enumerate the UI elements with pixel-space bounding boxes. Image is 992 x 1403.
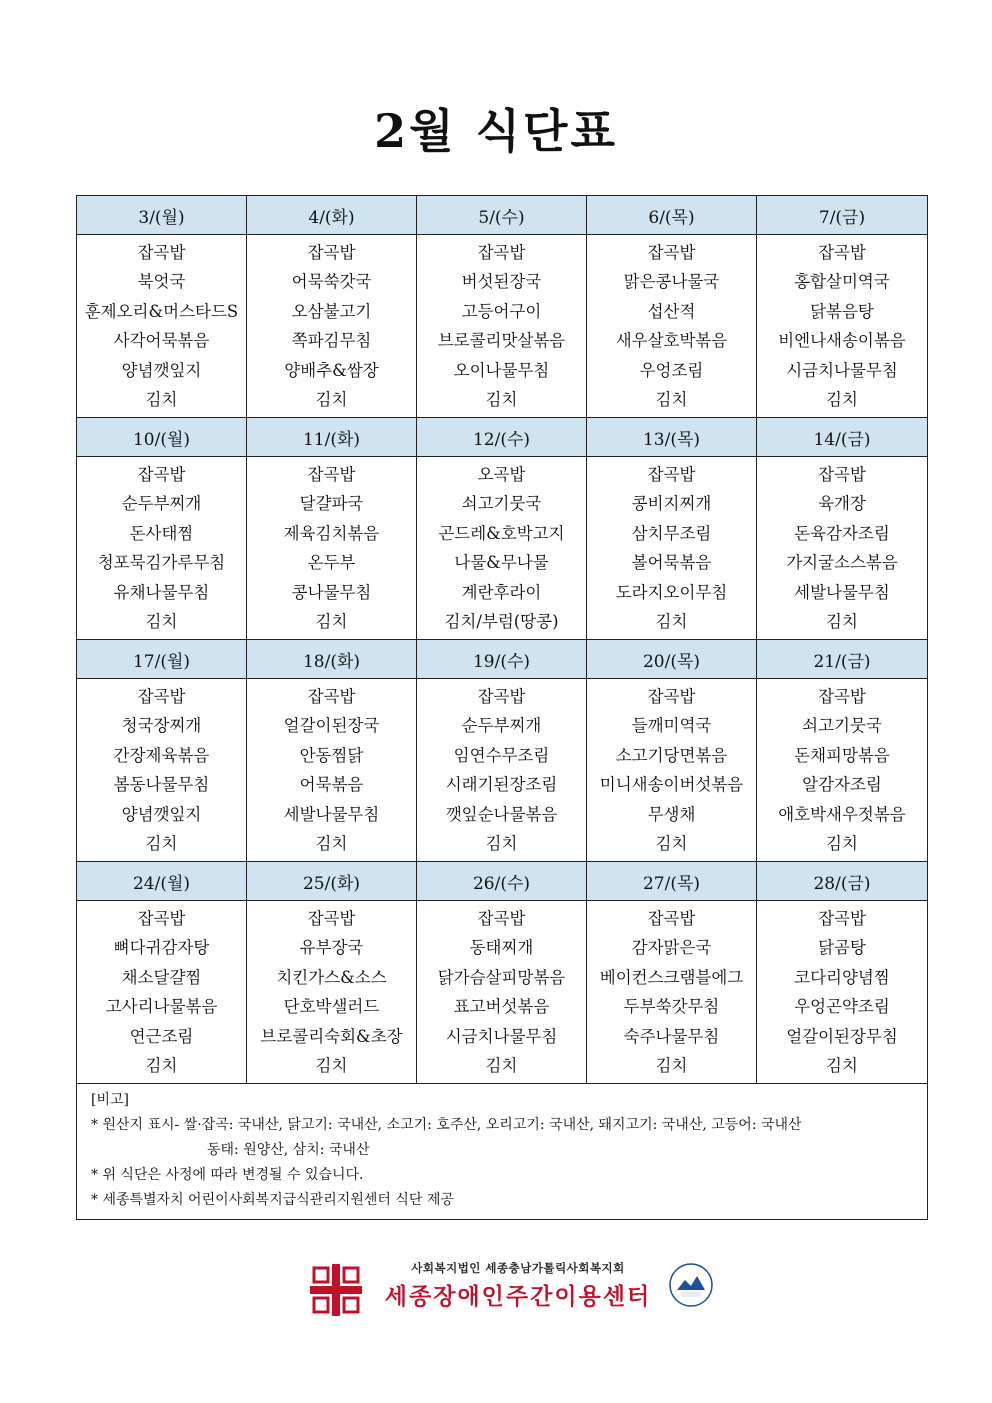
menu-item: 닭볶음탕 [810,301,874,321]
menu-item: 김치 [145,834,178,853]
menu-item: 돈사태찜 [129,523,194,543]
menu-item: 온두부 [307,553,356,572]
menu-item: 양배추&쌈장 [284,360,379,380]
menu-item: 유부장국 [299,938,364,957]
day-menu-cell [417,457,587,640]
menu-item: 콩비지찌개 [631,494,712,513]
week-1-menu-row [77,235,928,418]
menu-item: 뼈다귀감자탕 [113,938,210,957]
menu-item: 시래기된장조림 [445,775,558,794]
date-header: 3/(월) [77,196,247,235]
day-menu-cell [757,457,928,640]
menu-item: 김치 [315,612,348,631]
menu-item: 잡곡밥 [818,464,866,484]
day-menu-cell [247,457,417,640]
date-header: 13/(목) [587,418,757,457]
menu-item: 곤드레&호박고지 [438,523,565,543]
menu-item: 들깨미역국 [631,716,712,735]
menu-item: 삼치무조림 [631,523,712,543]
menu-item: 잡곡밥 [307,908,356,928]
date-header: 20/(목) [587,640,757,679]
menu-item: 김치 [826,390,858,409]
menu-item: 잡곡밥 [647,242,696,262]
menu-item: 김치 [315,1056,348,1075]
day-menu-cell [77,901,247,1084]
menu-item: 미니새송이버섯볶음 [599,775,744,794]
menu-item: 잡곡밥 [137,242,186,262]
menu-item: 김치 [485,390,518,409]
menu-item: 고사리나물볶음 [105,997,218,1016]
menu-item: 브로콜리숙회&초장 [260,1026,403,1046]
day-menu-cell [587,457,757,640]
menu-item: 깻잎순나물볶음 [445,804,558,824]
menu-item: 어묵볶음 [299,775,364,794]
menu-item: 육개장 [818,494,866,513]
menu-item: 베이컨스크램블에그 [599,967,744,987]
notes-cell [77,1084,928,1220]
menu-item: 어묵쑥갓국 [291,272,372,291]
date-header: 19/(수) [417,640,587,679]
day-menu-cell [587,679,757,862]
menu-item: 얼갈이된장국 [283,716,380,735]
menu-item: 콩나물무침 [291,582,372,602]
date-header: 6/(목) [587,196,757,235]
menu-item: 잡곡밥 [818,242,866,262]
date-header: 28/(금) [757,862,928,901]
day-menu-cell [417,901,587,1084]
menu-item: 돈육감자조림 [794,523,890,543]
date-header: 5/(수) [417,196,587,235]
menu-item: 잡곡밥 [818,908,866,928]
date-header: 14/(금) [757,418,928,457]
menu-item: 시금치나물무침 [786,360,898,380]
menu-item: 잡곡밥 [137,464,186,484]
page-title: 2월 식단표 [374,104,618,158]
menu-item: 안동찜닭 [299,745,364,765]
caritas-cross-logo-icon [308,1262,364,1318]
menu-item: 브로콜리맛살볶음 [437,331,566,350]
menu-item: 김치 [145,390,178,409]
menu-item: 얼갈이된장무침 [786,1026,898,1046]
menu-item: 숙주나물무침 [623,1026,720,1046]
day-menu-cell [247,901,417,1084]
day-menu-cell [587,235,757,418]
menu-item: 김치 [315,834,348,853]
date-header: 27/(목) [587,862,757,901]
menu-item: 고등어구이 [461,301,542,321]
week-4-date-row [77,862,928,901]
menu-item: 잡곡밥 [137,686,186,706]
menu-item: 북엇국 [137,272,186,291]
day-menu-cell [757,679,928,862]
menu-item: 우엉조림 [639,360,704,380]
menu-item: 봄동나물무침 [113,775,210,794]
day-menu-cell [77,235,247,418]
menu-item: 닭곰탕 [818,938,866,957]
menu-item: 쇠고기뭇국 [802,716,882,735]
note-origin: * 원산지 표시- 쌀·잡곡: 국내산, 닭고기: 국내산, 소고기: 호주산, 오리고기: 국내산, 돼지고기: 국내산, 고등어: 국내산 [91,1117,802,1133]
menu-table-body [77,196,928,1220]
menu-item: 맑은콩나물국 [623,272,720,291]
menu-item: 잡곡밥 [477,908,526,928]
menu-item: 잡곡밥 [137,908,186,928]
note-origin-continued: 동태: 원양산, 삼치: 국내산 [207,1142,370,1158]
menu-item: 세발나물무침 [283,804,380,824]
menu-item: 잡곡밥 [307,686,356,706]
menu-item: 김치 [826,612,858,631]
menu-item: 잡곡밥 [647,464,696,484]
menu-item: 양념깻잎지 [121,804,202,824]
menu-item: 새우살호박볶음 [615,331,728,350]
menu-item: 김치/부럼(땅콩) [444,612,559,631]
menu-item: 오곡밥 [477,464,526,484]
organization-subtitle: 사회복지법인 세종충남가톨릭사회복지회 [411,1261,625,1275]
menu-item: 감자맑은국 [631,938,712,957]
menu-item: 쇠고기뭇국 [461,494,542,513]
menu-item: 두부쑥갓무침 [623,997,720,1016]
menu-item: 김치 [655,612,688,631]
menu-item: 나물&무나물 [454,553,549,572]
menu-item: 볼어묵볶음 [631,553,712,572]
week-4-menu-row [77,901,928,1084]
menu-item: 알감자조림 [802,775,882,794]
day-menu-cell [77,457,247,640]
menu-item: 청국장찌개 [121,716,202,735]
menu-item: 계란후라이 [461,582,542,602]
menu-item: 잡곡밥 [477,242,526,262]
menu-item: 표고버섯볶음 [453,997,550,1016]
menu-item: 유채나물무침 [113,582,210,602]
date-header: 17/(월) [77,640,247,679]
menu-item: 청포묵김가루무침 [97,553,226,572]
menu-item: 버섯된장국 [461,272,542,291]
menu-item: 김치 [655,834,688,853]
menu-item: 연근조림 [129,1026,194,1046]
menu-item: 가지굴소스볶음 [786,553,898,572]
menu-item: 사각어묵볶음 [113,331,210,350]
date-header: 18/(화) [247,640,417,679]
menu-item: 잡곡밥 [477,686,526,706]
date-header: 21/(금) [757,640,928,679]
menu-item: 도라지오이무침 [615,582,728,602]
week-2-date-row [77,418,928,457]
week-2-menu-row [77,457,928,640]
menu-item: 코다리양념찜 [794,967,890,987]
menu-item: 비엔나새송이볶음 [778,331,906,350]
note-provider: * 세종특별자치 어린이사회복지급식관리지원센터 식단 제공 [91,1192,454,1208]
menu-item: 잡곡밥 [647,686,696,706]
day-menu-cell [757,235,928,418]
date-header: 4/(화) [247,196,417,235]
organization-info [378,1260,658,1311]
menu-item: 간장제육볶음 [113,745,210,765]
menu-item: 돈채피망볶음 [794,745,890,765]
menu-item: 순두부찌개 [461,716,542,735]
menu-item: 잡곡밥 [307,464,356,484]
week-1-date-row [77,196,928,235]
menu-item: 단호박샐러드 [283,997,380,1016]
day-menu-cell [77,679,247,862]
menu-item: 제육김치볶음 [283,523,380,543]
menu-item: 양념깻잎지 [121,360,202,380]
day-menu-cell [757,901,928,1084]
menu-item: 김치 [826,834,858,853]
menu-item: 소고기당면볶음 [615,745,728,765]
menu-item: 잡곡밥 [818,686,866,706]
menu-item: 임연수무조림 [453,745,550,765]
notes-heading: [비고] [91,1092,129,1108]
menu-item: 치킨가스&소스 [276,967,387,987]
menu-item: 김치 [315,390,348,409]
menu-item: 오삼불고기 [291,301,372,321]
week-3-menu-row [77,679,928,862]
date-header: 12/(수) [417,418,587,457]
week-3-date-row [77,640,928,679]
menu-item: 애호박새우젓볶음 [778,804,906,824]
menu-item: 김치 [145,1056,178,1075]
menu-item: 잡곡밥 [647,908,696,928]
organization-name: 세종장애인주간이용센터 [384,1283,652,1310]
day-menu-cell [417,235,587,418]
menu-item: 김치 [826,1056,858,1075]
menu-item: 섭산적 [647,301,696,321]
menu-item: 오이나물무침 [453,360,550,380]
menu-item: 김치 [655,390,688,409]
menu-item: 세발나물무침 [794,582,890,602]
menu-item: 시금치나물무침 [445,1026,558,1046]
menu-item: 무생채 [647,804,696,824]
date-header: 24/(월) [77,862,247,901]
notes-row [77,1084,928,1220]
date-header: 10/(월) [77,418,247,457]
city-emblem-logo-icon [668,1262,714,1308]
menu-item: 우엉곤약조림 [794,997,890,1016]
menu-item: 닭가슴살피망볶음 [437,967,566,987]
menu-item: 채소달걀찜 [121,967,202,987]
day-menu-cell [587,901,757,1084]
footer [0,1260,992,1320]
menu-item: 홍합살미역국 [794,272,890,291]
menu-item: 잡곡밥 [307,242,356,262]
menu-item: 김치 [485,834,518,853]
menu-item: 김치 [145,612,178,631]
menu-item: 훈제오리&머스타드S [84,301,239,321]
date-header: 11/(화) [247,418,417,457]
menu-table [76,195,928,1220]
date-header: 7/(금) [757,196,928,235]
date-header: 26/(수) [417,862,587,901]
day-menu-cell [247,235,417,418]
menu-item: 순두부찌개 [121,494,202,513]
date-header: 25/(화) [247,862,417,901]
note-change-notice: * 위 식단은 사정에 따라 변경될 수 있습니다. [91,1167,364,1183]
menu-item: 김치 [655,1056,688,1075]
menu-item: 달걀파국 [299,494,364,513]
menu-item: 김치 [485,1056,518,1075]
menu-item: 쪽파김무침 [291,331,372,350]
menu-item: 동태찌개 [469,938,534,957]
day-menu-cell [417,679,587,862]
day-menu-cell [247,679,417,862]
